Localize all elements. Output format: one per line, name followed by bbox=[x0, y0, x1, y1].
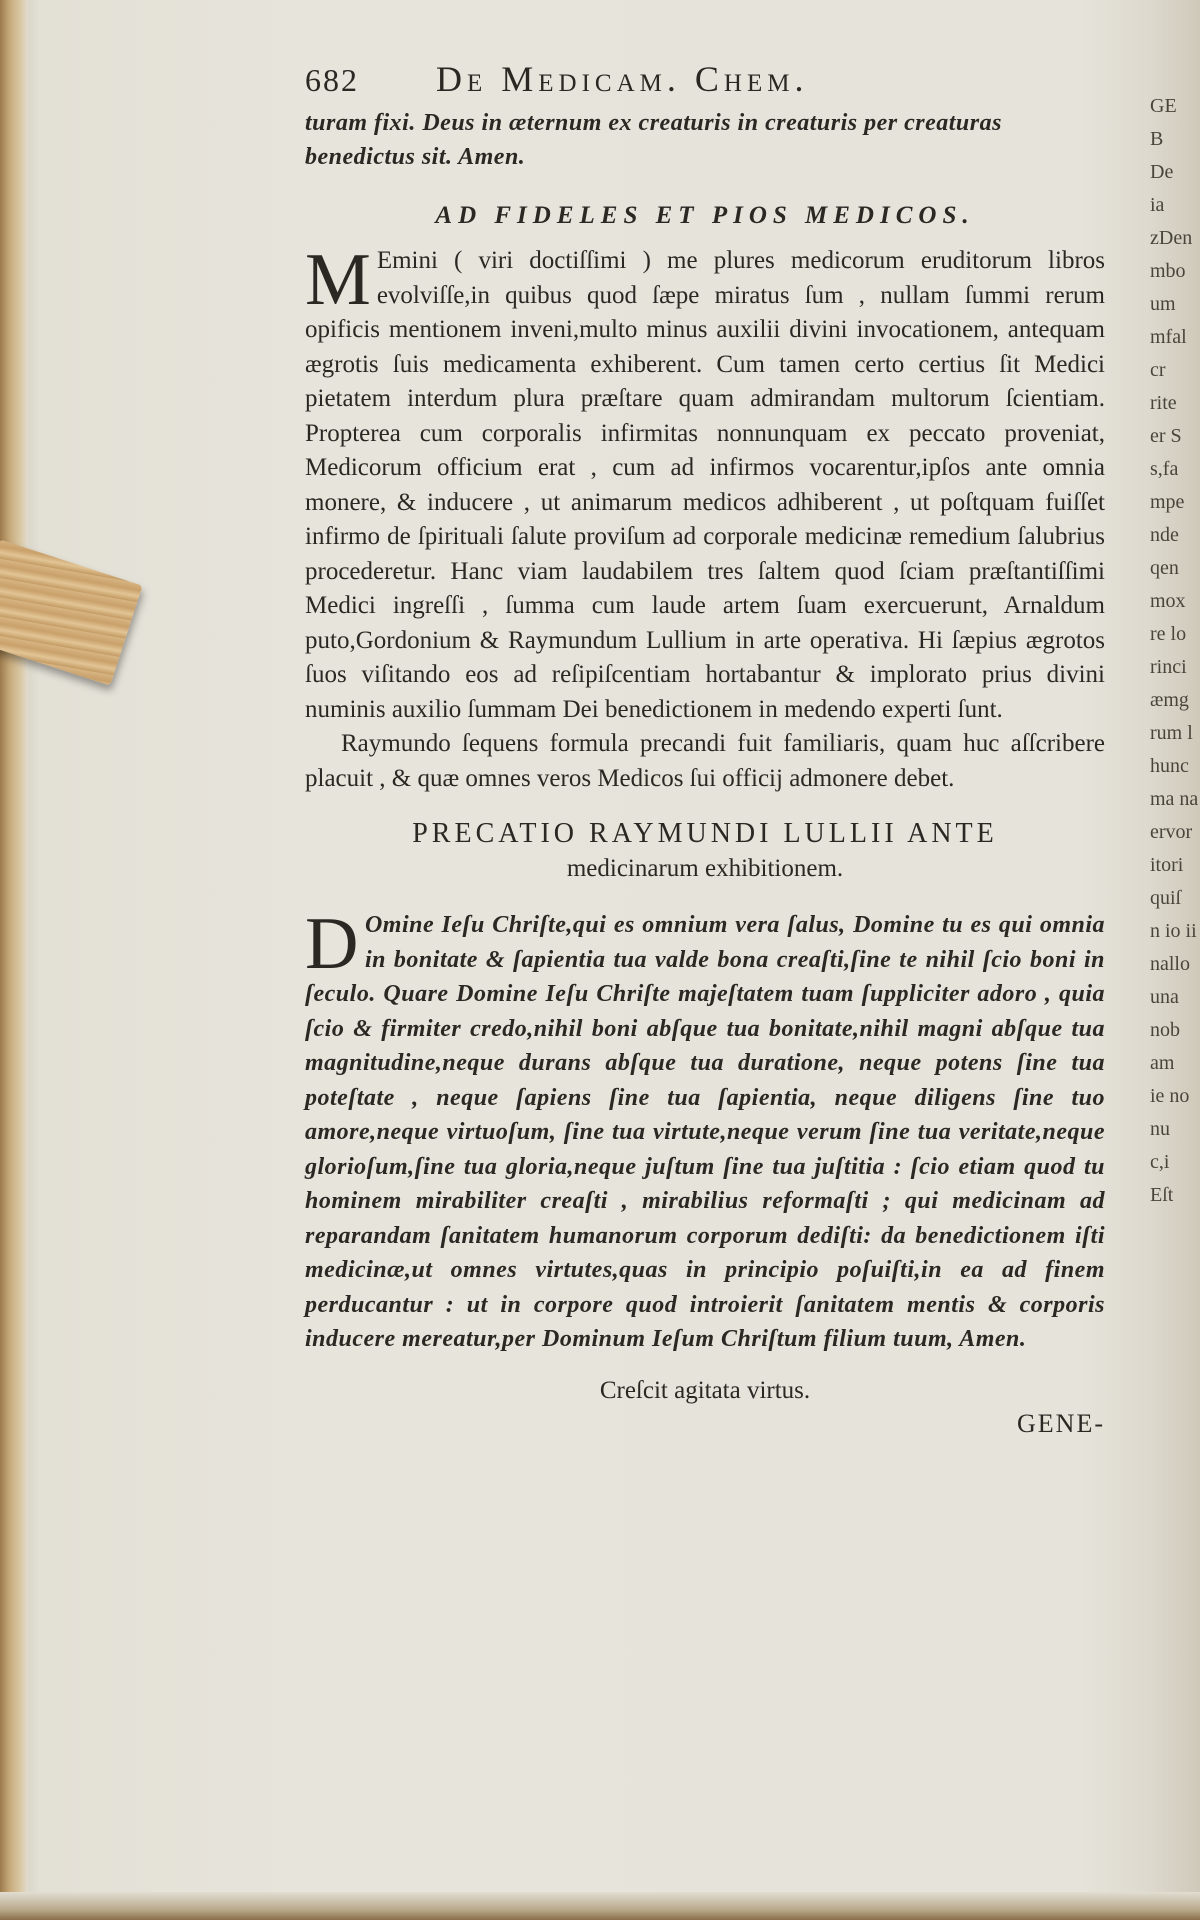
adjacent-fragment: Eſt bbox=[1150, 1184, 1174, 1206]
section-body bbox=[305, 239, 1105, 796]
adjacent-fragment: GE bbox=[1150, 95, 1177, 117]
adjacent-fragment: n io ii bbox=[1150, 920, 1197, 942]
adjacent-fragment: mbo bbox=[1150, 260, 1186, 282]
adjacent-fragment: qen bbox=[1150, 557, 1179, 579]
prayer-heading-line1: PRECATIO RAYMUNDI LULLII ANTE bbox=[412, 818, 998, 849]
adjacent-fragment: nu bbox=[1150, 1118, 1170, 1140]
adjacent-fragment: ervor bbox=[1150, 821, 1193, 843]
adjacent-fragment: nallo bbox=[1150, 953, 1190, 975]
adjacent-fragment: itori bbox=[1150, 854, 1184, 876]
gutter-shadow bbox=[0, 0, 28, 1920]
adjacent-fragment: mpe bbox=[1150, 491, 1185, 513]
drop-cap-d: D bbox=[305, 903, 359, 985]
adjacent-fragment: rinci bbox=[1150, 656, 1187, 678]
adjacent-fragment: nob bbox=[1150, 1019, 1180, 1041]
adjacent-fragment: am bbox=[1150, 1052, 1175, 1074]
adjacent-fragment: er S bbox=[1150, 425, 1182, 447]
adjacent-fragment: hunc bbox=[1150, 755, 1189, 777]
page-number: 682 bbox=[305, 62, 359, 98]
adjacent-fragment: mox bbox=[1150, 590, 1186, 612]
adjacent-fragment: ia bbox=[1150, 194, 1165, 216]
adjacent-fragment: rite bbox=[1150, 392, 1177, 414]
paragraph-1-text: Emini ( viri doctiſſimi ) me plures medicorum eruditorum libros evolviſſe,in quibus quod ſæpe miratus ſum , nullam ſummi rerum opificis mentionem inveni,multo minus auxilii divini invocationem, antequam ægrotis ſuis medicamenta exhiberent. Cum tamen certo certius ſit Medici pietatem interdum plura præſtare quam admirandam multorum ſcientiam. Propterea cum corporalis infirmitas nonnunquam ex peccato proveniat, Medicorum officium erat , cum ad infirmos vocarentur,ipſos ante omnia monere, & inducere , ut animarum medicos adhiberent , ut poſtquam fuiſſet infirmo de ſpirituali ſalute proviſum ad corporale medicinæ remedium ſalubrius procederetur. Hanc viam laudabilem tres ſaltem quod ſciam præſtantiſſimi Medici ingreſſi , ſumma cum laude artem ſuam exercuerunt, Arnaldum puto,Gordonium & Raymundum Lullium in arte operativa. Hi ſæpius ægrotos ſuos viſitando eos ad reſipiſcentiam hortabantur & implorato prius divini numinis auxilio ſummam Dei benedictionem in medendo experti ſunt. bbox=[305, 247, 1105, 723]
adjacent-fragment: c,i bbox=[1150, 1151, 1170, 1173]
adjacent-fragment: s,fa bbox=[1150, 458, 1179, 480]
running-head bbox=[305, 58, 1105, 106]
adjacent-fragment: ma na bbox=[1150, 788, 1199, 810]
adjacent-fragment: ie no bbox=[1150, 1085, 1190, 1107]
adjacent-fragment: nde bbox=[1150, 524, 1179, 546]
bottom-page-edge bbox=[0, 1892, 1200, 1920]
adjacent-fragment: B bbox=[1150, 128, 1164, 150]
prayer-text: Omine Ieſu Chriſte,qui es omnium vera ſalus, Domine tu es qui omnia in bonitate & ſapientia tua valde bona creaſti,ſine te nihil ſcio boni in ſeculo. Quare Domine Ieſu Chriſte majeſtatem tuam ſuppliciter adoro , quia ſcio & firmiter credo,nihil boni abſque tua bonitate,nihil magni abſque tua magnitudine,neque durans abſque tua duratione, neque potens ſine tua poteſtate , neque ſapiens ſine tua ſapientia, neque diligens ſine tuo amore,neque virtuoſum, ſine tua virtute,neque verum ſine tua veritate,neque glorioſum,ſine tua gloria,neque juſtum ſine tua juſtitia : ſcio etiam quod tu hominem mirabiliter creaſti , mirabilius reformaſti ; qui medicinam ad reparandam ſanitatem humanorum corporum dediſti: da benedictionem iſti medicinæ,ut omnes virtutes,quas in principio poſuiſti,in ea ad finem perducantur : ut in corpore quod introierit ſanitatem mentis & corporis inducere mereatur,per Dominum Ieſum Chriſtum filium tuum, Amen. bbox=[305, 912, 1105, 1352]
adjacent-fragment: re lo bbox=[1150, 623, 1187, 645]
prayer-heading-line2: medicinarum exhibitionem. bbox=[566, 855, 844, 882]
adjacent-fragment: rum l bbox=[1150, 722, 1193, 744]
prayer-text-block bbox=[305, 903, 1105, 1357]
adjacent-fragment: De bbox=[1150, 161, 1174, 183]
adjacent-fragment: una bbox=[1150, 986, 1179, 1008]
adjacent-fragment: cr bbox=[1150, 359, 1166, 381]
adjacent-page-fragments bbox=[1150, 90, 1200, 1650]
motto: Creſcit agitata virtus. bbox=[599, 1376, 811, 1404]
drop-cap-m: M bbox=[305, 239, 371, 321]
adjacent-fragment: æmg bbox=[1150, 689, 1189, 711]
paragraph-2: Raymundo ſequens formula precandi fuit familiaris, quam huc aſſcribere placuit , & quæ omnes veros Medicos ſui officij admonere debet. bbox=[305, 730, 1105, 792]
running-title: De Medicam. Chem. bbox=[436, 59, 809, 99]
catchword: GENE- bbox=[1017, 1408, 1105, 1438]
adjacent-fragment: mfal bbox=[1150, 326, 1187, 348]
page-content bbox=[305, 58, 1105, 1439]
paragraph-1 bbox=[305, 239, 1105, 727]
adjacent-fragment: um bbox=[1150, 293, 1176, 315]
adjacent-fragment: zDen bbox=[1150, 227, 1193, 249]
carry-over-text: turam fixi. Deus in æternum ex creaturis in creaturis per creaturas benedictus sit. Amen. bbox=[305, 110, 1002, 170]
section-heading: AD FIDELES ET PIOS MEDICOS. bbox=[435, 202, 975, 229]
prayer-heading bbox=[305, 816, 1105, 886]
adjacent-fragment: quiſ bbox=[1150, 887, 1182, 909]
